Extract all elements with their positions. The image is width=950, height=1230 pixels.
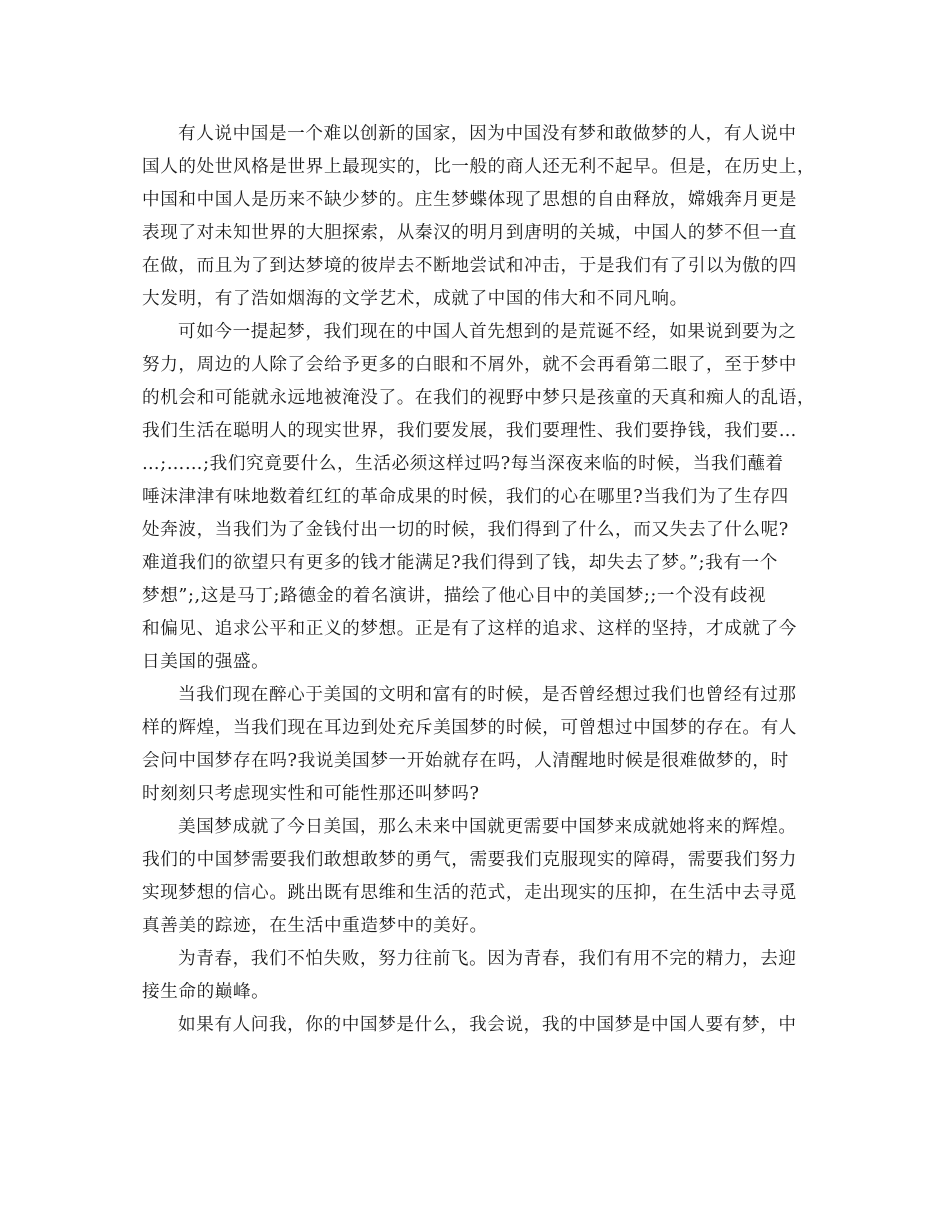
text-line: 接生命的巅峰。 xyxy=(142,982,270,1002)
text-line: 和偏见、追求公平和正义的梦想。正是有了这样的追求、这样的坚持，才成就了今 xyxy=(142,619,797,639)
text-line: 可如今一提起梦，我们现在的中国人首先想到的是荒诞不经，如果说到要为之 xyxy=(178,322,797,342)
text-line: 真善美的踪迹，在生活中重造梦中的美好。 xyxy=(142,916,488,936)
text-line: 会问中国梦存在吗?我说美国梦一开始就存在吗，人清醒地时候是很难做梦的，时 xyxy=(142,751,789,771)
text-line: 梦想”;,这是马丁;路德金的着名演讲，描绘了他心目中的美国梦;;一个没有歧视 xyxy=(142,586,767,606)
text-line: 时刻刻只考虑现实性和可能性那还叫梦吗? xyxy=(142,784,480,804)
text-line: 中国和中国人是历来不缺少梦的。庄生梦蝶体现了思想的自由释放，嫦娥奔月更是 xyxy=(142,190,797,210)
paragraph-3 xyxy=(142,679,817,811)
text-line: 在做，而且为了到达梦境的彼岸去不断地尝试和冲击，于是我们有了引以为傲的四 xyxy=(142,256,797,276)
text-line: 为青春，我们不怕失败，努力往前飞。因为青春，我们有用不完的精力，去迎 xyxy=(178,949,797,969)
text-line: …;……;我们究竟要什么，生活必须这样过吗?每当深夜来临的时候，当我们蘸着 xyxy=(142,454,784,474)
text-line: 日美国的强盛。 xyxy=(142,652,270,672)
paragraph-6 xyxy=(142,1009,817,1042)
text-line: 表现了对未知世界的大胆探索，从秦汉的明月到唐明的关城，中国人的梦不但一直 xyxy=(142,223,797,243)
text-line: 实现梦想的信心。跳出既有思维和生活的范式，走出现实的压抑，在生活中去寻觅 xyxy=(142,883,797,903)
text-line: 我们生活在聪明人的现实世界，我们要发展，我们要理性、我们要挣钱，我们要… xyxy=(142,421,797,441)
text-line: 国人的处世风格是世界上最现实的，比一般的商人还无利不起早。但是，在历史上， xyxy=(142,157,816,177)
text-line: 美国梦成就了今日美国，那么未来中国就更需要中国梦来成就她将来的辉煌。 xyxy=(178,817,797,837)
text-line: 的机会和可能就永远地被淹没了。在我们的视野中梦只是孩童的天真和痴人的乱语， xyxy=(142,388,816,408)
document-body xyxy=(142,118,817,1042)
text-line: 处奔波，当我们为了金钱付出一切的时候，我们得到了什么，而又失去了什么呢? xyxy=(142,520,789,540)
text-line: 我们的中国梦需要我们敢想敢梦的勇气，需要我们克服现实的障碍，需要我们努力 xyxy=(142,850,797,870)
text-line: 唾沫津津有味地数着红红的革命成果的时候，我们的心在哪里?当我们为了生存四 xyxy=(142,487,789,507)
text-line: 有人说中国是一个难以创新的国家，因为中国没有梦和敢做梦的人，有人说中 xyxy=(178,124,797,144)
paragraph-5 xyxy=(142,943,817,1009)
text-line: 努力，周边的人除了会给予更多的白眼和不屑外，就不会再看第二眼了，至于梦中 xyxy=(142,355,797,375)
paragraph-2 xyxy=(142,316,817,679)
text-line: 当我们现在醉心于美国的文明和富有的时候，是否曾经想过我们也曾经有过那 xyxy=(178,685,797,705)
text-line: 大发明，有了浩如烟海的文学艺术，成就了中国的伟大和不同凡响。 xyxy=(142,289,688,309)
text-line: 样的辉煌，当我们现在耳边到处充斥美国梦的时候，可曾想过中国梦的存在。有人 xyxy=(142,718,797,738)
text-line: 如果有人问我，你的中国梦是什么，我会说，我的中国梦是中国人要有梦，中 xyxy=(178,1015,797,1035)
paragraph-1 xyxy=(142,118,817,316)
text-line: 难道我们的欲望只有更多的钱才能满足?我们得到了钱，却失去了梦。”;我有一个 xyxy=(142,553,778,573)
paragraph-4 xyxy=(142,811,817,943)
